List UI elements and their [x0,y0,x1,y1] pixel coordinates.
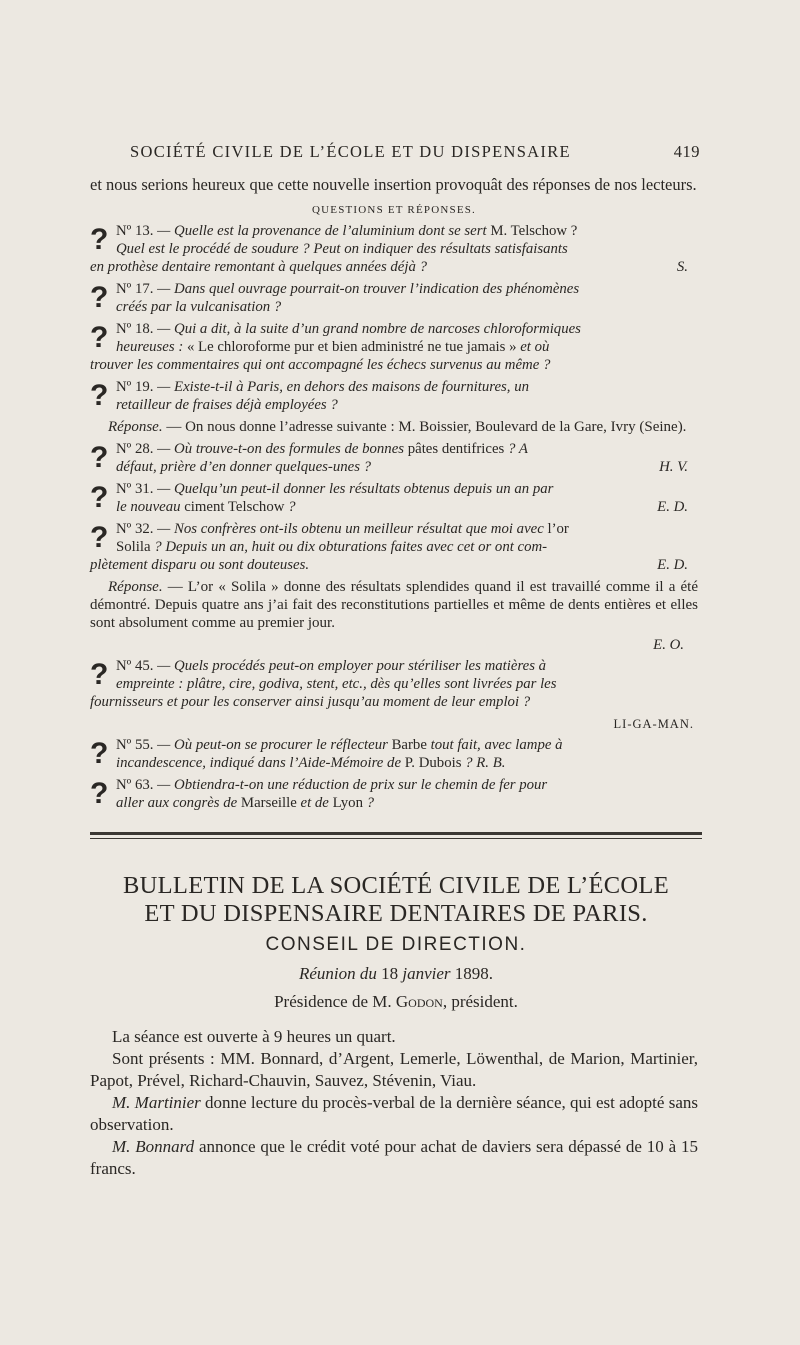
question-number: Nº 13. [116,223,154,239]
question-63 [90,776,698,812]
question-text: tout fait, avec lampe à [426,737,563,753]
meeting-minutes [90,1026,698,1180]
question-mark-icon: ? [90,658,109,691]
question-text: Barbe [391,737,427,753]
bulletin-title-line: ET DU DISPENSAIRE DENTAIRES DE PARIS. [144,900,648,927]
question-text: et de [296,795,333,811]
presidency-line [90,992,702,1012]
question-32 [90,520,698,574]
question-13 [90,222,698,276]
question-number: Nº 32. [116,521,154,537]
section-divider [90,832,702,839]
question-text: ciment Telschow [184,499,285,515]
minutes-paragraph: Sont présents : MM. Bonnard, d’Argent, Lemerle, Löwenthal, de Marion, Martinier, Papot, Prével, Richard-Chauvin, Sauvez, Stévenin, Viau. [90,1049,698,1090]
signature: H. V. [659,459,688,475]
minutes-paragraph [90,1136,698,1180]
question-text: — Nos confrères ont-ils obtenu un meilleur résultat que moi avec [153,521,548,537]
minutes-paragraph [90,1092,698,1136]
question-text: défaut, prière d’en donner quelques-unes ? [116,459,372,475]
question-17 [90,280,698,316]
signature: E. D. [657,499,688,515]
question-number: Nº 63. [116,777,154,793]
page-number: 419 [673,142,700,161]
question-text: fournisseurs et pour les conserver ainsi jusqu’au moment de leur emploi ? [90,694,531,710]
section-heading: CONSEIL DE DIRECTION. [265,934,527,955]
question-text: Marseille [240,795,297,811]
question-31 [90,480,698,516]
question-number: Nº 17. [116,281,154,297]
question-text: « Le chloroforme pur et bien administré ne tue jamais » [186,339,517,355]
president-name: Godon [395,992,443,1011]
qa-section [90,174,698,816]
question-text: ? [284,499,296,515]
question-number: Nº 55. [116,737,154,753]
question-text: — Quelle est la provenance de l’aluminium dont se sert [153,223,491,239]
question-mark-icon: ? [90,321,109,354]
signature: E. D. [657,557,688,573]
running-head-title: SOCIÉTÉ CIVILE DE L’ÉCOLE ET DU DISPENSAIRE [130,142,571,161]
question-text: l’or [547,521,569,537]
question-text: P. Dubois [404,755,462,771]
question-text: en prothèse dentaire remontant à quelques années déjà ? [90,259,427,275]
question-text: — Quels procédés peut-on employer pour stériliser les matières à [153,658,547,674]
intro-paragraph: et nous serions heureux que cette nouvelle insertion provoquât des réponses de nos lecteurs. [90,175,697,194]
response-text: — On nous donne l’adresse suivante : M. Boissier, Boulevard de la Gare, Ivry (Seine). [162,419,687,435]
bulletin-title-line: BULLETIN DE LA SOCIÉTÉ CIVILE DE L’ÉCOLE [123,872,669,899]
question-text: — Quelqu’un peut-il donner les résultats obtenus depuis un an par [153,481,554,497]
response-text: — L’or « Solila » donne des résultats splendides quand il est travaillé comme il a été démontré. Depuis quatre ans j’ai fait des reconstitutions partielles et même de dents entières et elles sont absolument comme au premier jour. [90,579,698,631]
question-text: empreinte : plâtre, cire, godiva, stent, etc., dès qu’elles sont livrées par les [116,676,557,692]
question-text: incandescence, indiqué dans l’Aide-Mémoire de [116,755,405,771]
meeting-date-text: janvier [398,964,455,983]
question-text: — Obtiendra-t-on une réduction de prix sur le chemin de fer pour [153,777,548,793]
question-mark-icon: ? [90,379,109,412]
meeting-date [90,964,702,984]
question-text: pâtes dentifrices [407,441,505,457]
question-text: Lyon [332,795,363,811]
meeting-date-text: Réunion du [298,964,382,983]
minutes-text: donne lecture du procès-verbal de la dernière séance, qui est adopté sans observation. [90,1093,698,1134]
response-label: Réponse. [108,419,163,435]
question-text: retailleur de fraises déjà employées ? [116,397,338,413]
question-mark-icon: ? [90,223,109,256]
signature: E. O. [653,637,684,653]
qa-heading: QUESTIONS ET RÉPONSES. [311,204,477,216]
question-number: Nº 18. [116,321,154,337]
question-mark-icon: ? [90,481,109,514]
presidency-text: , président. [442,992,518,1011]
question-text: plètement disparu ou sont douteuses. [90,557,310,573]
question-18 [90,320,698,374]
presidency-text: Présidence de M. [274,992,396,1011]
question-number: Nº 45. [116,658,154,674]
minutes-text: annonce que le crédit voté pour achat de daviers sera dépassé de 10 à 15 francs. [90,1137,699,1178]
question-text: — Où peut-on se procurer le réflecteur [153,737,392,753]
question-text: Solila [116,539,151,555]
question-text: heureuses : [116,339,187,355]
question-28 [90,440,698,476]
question-text: ? Depuis un an, huit ou dix obturations faites avec cet or ont com- [150,539,548,555]
signature: LI-GA-MAN. [613,717,694,731]
question-55 [90,736,698,772]
question-text: M. Telschow [490,223,568,239]
question-mark-icon: ? [90,777,109,810]
question-19 [90,378,698,414]
question-mark-icon: ? [90,521,109,554]
question-text: Quel est le procédé de soudure ? Peut on indiquer des résultats satisfaisants [116,241,568,257]
question-mark-icon: ? [90,441,109,474]
response-19 [90,418,698,436]
question-text: ? [362,795,375,811]
question-text: aller aux congrès de [116,795,241,811]
question-mark-icon: ? [90,737,109,770]
meeting-date-text: 1898. [454,964,494,983]
question-mark-icon: ? [90,281,109,314]
question-text: — Existe-t-il à Paris, en dehors des maisons de fournitures, un [153,379,529,395]
question-text: le nouveau [116,499,185,515]
question-text: ? R. B. [461,755,506,771]
question-text: ? [567,223,578,239]
meeting-date-text: 18 [381,964,399,983]
question-number: Nº 28. [116,441,154,457]
question-number: Nº 19. [116,379,154,395]
question-45 [90,657,698,711]
question-text: — Dans quel ouvrage pourrait-on trouver l’indication des phénomènes [153,281,580,297]
bulletin-title [90,872,702,928]
question-text: trouver les commentaires qui ont accompagné les échecs survenus au même ? [90,357,551,373]
question-text: ? A [504,441,528,457]
question-text: — Où trouve-t-on des formules de bonnes [153,441,408,457]
member-name: M. Martinier [112,1093,201,1112]
signature: S. [676,259,688,275]
running-head [130,142,700,162]
question-text: — Qui a dit, à la suite d’un grand nombre de narcoses chloroformiques [153,321,581,337]
question-text: et où [516,339,550,355]
response-32 [90,578,698,632]
response-label: Réponse. [108,579,163,595]
question-number: Nº 31. [116,481,154,497]
member-name: M. Bonnard [112,1137,195,1156]
minutes-paragraph: La séance est ouverte à 9 heures un quart. [112,1027,396,1046]
question-text: créés par la vulcanisation ? [116,299,282,315]
